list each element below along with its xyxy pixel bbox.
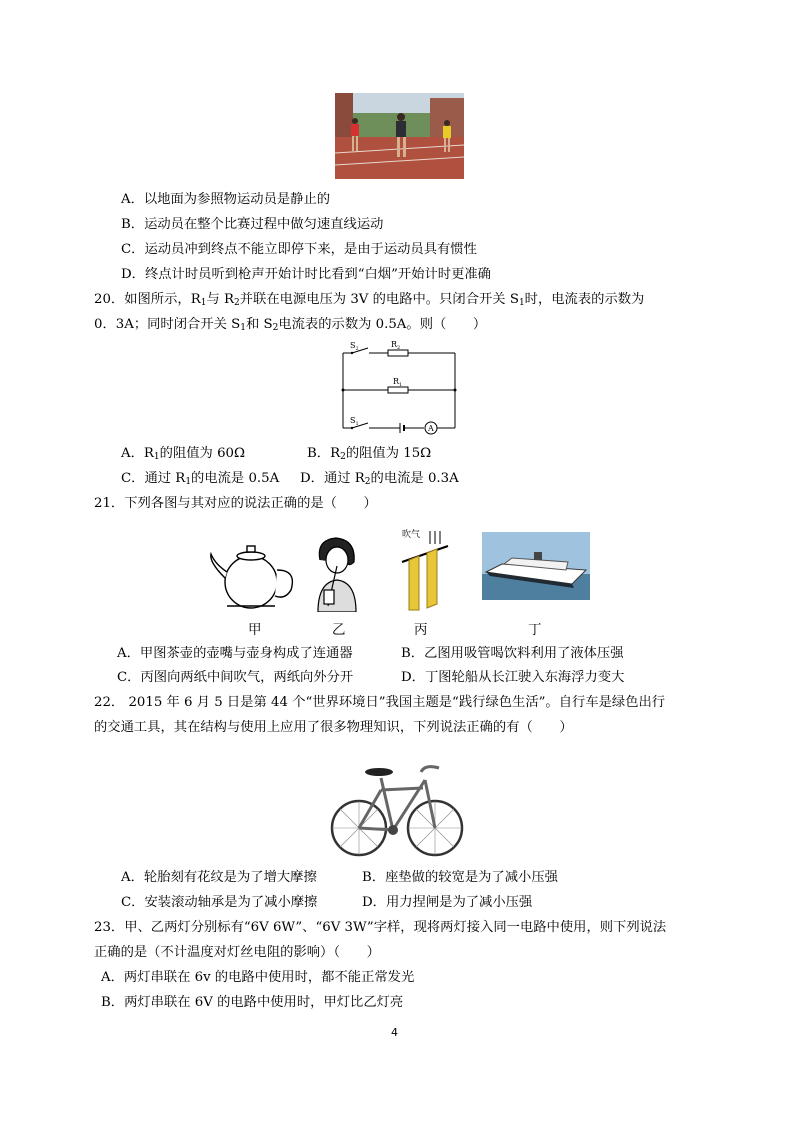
- q21-option-b: B．乙图用吸管喝饮料利用了液体压强: [401, 646, 624, 661]
- caption-yi: 乙: [332, 622, 346, 638]
- caption-bing: 丙: [414, 622, 428, 638]
- caption-jia: 甲: [248, 622, 262, 638]
- runners-photo: [335, 93, 464, 179]
- q23-stem-line1: 23．甲、乙两灯分别标有“6V 6W”、“6V 3W”字样，现将两灯接入同一电路中使用，则下列说法: [94, 920, 667, 935]
- q20-option-c: C．通过 $R_1$的电流是 0.5A: [121, 471, 280, 487]
- label-s1: $S_1$: [350, 416, 359, 427]
- label-s2: $S_2$: [350, 341, 359, 352]
- q19-option-a: A．以地面为参照物运动员是静止的: [121, 192, 331, 207]
- teapot-figure: [205, 540, 299, 612]
- label-r2: $R_2$: [391, 340, 401, 351]
- parallel-circuit-diagram: [338, 338, 460, 438]
- q21-option-c: C．丙图向两纸中间吹气，两纸向外分开: [117, 670, 354, 685]
- q20-option-d: D．通过 $R_2$的电流是 0.3A: [300, 471, 459, 487]
- blow-label: 吹气: [402, 530, 421, 540]
- ammeter-label: A: [428, 424, 434, 433]
- q22-option-b: B．座垫做的较宽是为了减小压强: [362, 870, 558, 885]
- q20-stem-line1: 20．如图所示，$R_1$与 $R_2$并联在电源电压为 3V 的电路中。只闭合开关 $S_1$时，电流表的示数为: [94, 292, 645, 308]
- q20-stem-line2: 0．3A；同时闭合开关 $S_1$和 $S_2$电流表的示数为 0.5A。则（ ）: [94, 317, 487, 333]
- caption-ding: 丁: [528, 622, 542, 638]
- q22-option-a: A．轮胎刻有花纹是为了增大摩擦: [121, 870, 317, 885]
- page-number: 4: [391, 1026, 398, 1039]
- q20-option-a: A．$R_1$的阻值为 60Ω: [121, 446, 246, 462]
- q20-option-b: B．$R_2$的阻值为 15Ω: [307, 446, 432, 462]
- q21-option-a: A．甲图茶壶的壶嘴与壶身构成了连通器: [117, 646, 353, 661]
- q23-stem-line2: 正确的是（不计温度对灯丝电阻的影响）（ ）: [94, 945, 380, 960]
- q22-stem-line2: 的交通工具，其在结构与使用上应用了很多物理知识，下列说法正确的有（ ）: [94, 720, 573, 735]
- q19-option-c: C．运动员冲到终点不能立即停下来，是由于运动员具有惯性: [121, 242, 477, 257]
- q19-option-d: D．终点计时员听到枪声开始计时比看到“白烟”开始计时更准确: [121, 267, 491, 282]
- bicycle-figure: [329, 750, 465, 862]
- q23-option-a: A．两灯串联在 6v 的电路中使用时，都不能正常发光: [101, 970, 415, 985]
- girl-drinking-figure: [314, 536, 360, 612]
- q19-option-b: B．运动员在整个比赛过程中做匀速直线运动: [121, 217, 384, 232]
- paper-blowing-figure: [400, 528, 450, 612]
- q22-option-d: D．用力捏闸是为了减小压强: [362, 895, 533, 910]
- q23-option-b: B．两灯串联在 6V 的电路中使用时，甲灯比乙灯亮: [101, 995, 404, 1010]
- ship-figure: [482, 532, 590, 600]
- label-r1: $R_1$: [393, 377, 403, 388]
- q22-option-c: C．安装滚动轴承是为了减小摩擦: [121, 895, 318, 910]
- q21-option-d: D．丁图轮船从长江驶入东海浮力变大: [401, 670, 625, 685]
- q22-stem-line1: 22． 2015 年 6 月 5 日是第 44 个“世界环境日”我国主题是“践行绿色生活”。自行车是绿色出行: [94, 695, 666, 710]
- q21-stem: 21．下列各图与其对应的说法正确的是（ ）: [94, 496, 377, 511]
